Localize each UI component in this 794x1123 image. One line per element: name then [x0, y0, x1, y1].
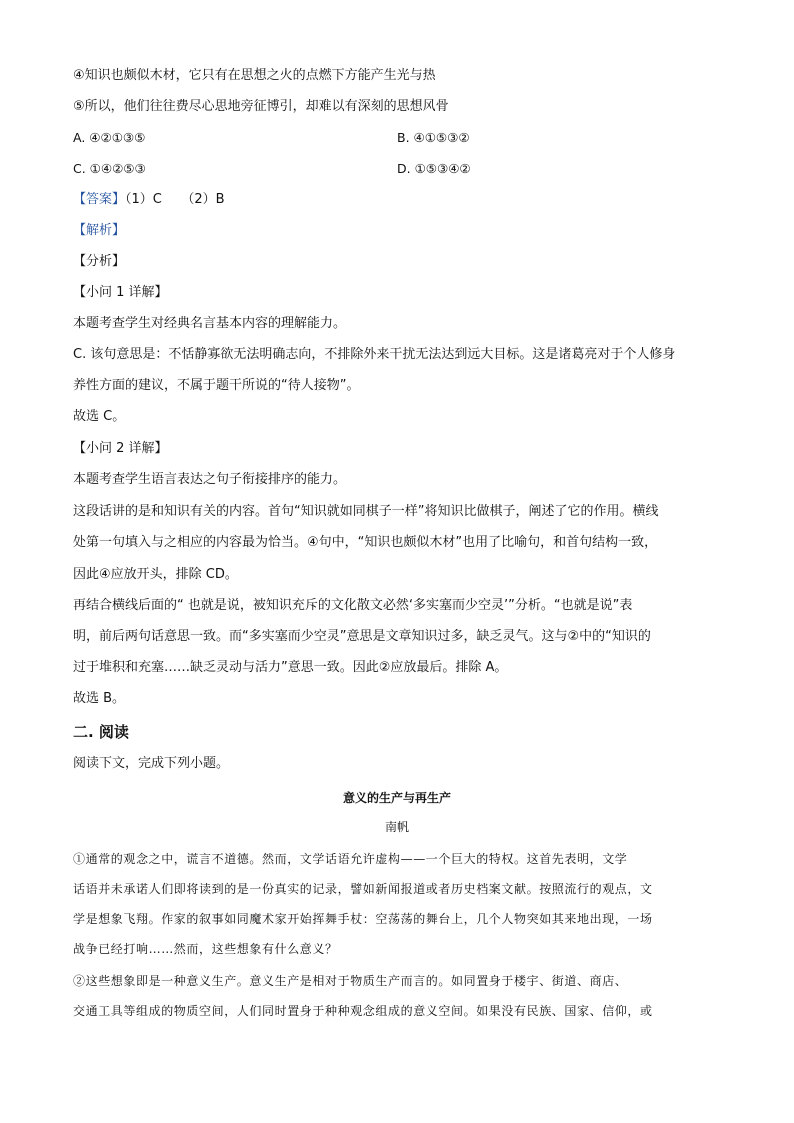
answer-text: （1）C （2）B: [125, 192, 225, 207]
article-line: ②这些想象即是一种意义生产。意义生产是相对于物质生产而言的。如同置身于楼宇、街道、商店、: [73, 974, 628, 988]
article-author: 南帆: [384, 820, 409, 834]
q2-line: 再结合横线后面的“ 也就是说，被知识充斥的文化散文必然‘多实塞而少空灵’”分析。“也就是说”表: [73, 598, 633, 613]
q1-line: C. 该句意思是：不恬静寡欲无法明确志向，不排除外来干扰无法达到远大目标。这是诸葛亮对于个人修身: [73, 347, 676, 362]
option-a: A. ④②①③⑤: [73, 130, 146, 145]
fenxi-tag: 【分析】: [73, 254, 126, 269]
article-line: 学是想象飞翔。作家的叙事如同魔术家开始挥舞手杖：空荡荡的舞台上，几个人物突如其来地出现，一场: [73, 912, 653, 926]
answer-line: [73, 191, 725, 209]
q1-conclusion: 故选 C。: [73, 409, 126, 424]
answer-tag: 【答案】: [73, 192, 126, 207]
q1-line: 本题考查学生对经典名言基本内容的理解能力。: [73, 316, 347, 331]
sentence-5: ⑤所以，他们往往费尽心思地旁征博引，却难以有深刻的思想风骨: [73, 99, 449, 114]
option-c: C. ①④②⑤③: [73, 161, 146, 176]
q1-title: 【小问 1 详解】: [73, 285, 168, 300]
article-line: ①通常的观念之中，谎言不道德。然而，文学话语允许虚构——一个巨大的特权。这首先表明，文学: [73, 852, 628, 866]
q2-line: 因此④应放开头，排除 CD。: [73, 567, 238, 582]
article-line: 战争已经打响……然而，这些想象有什么意义？: [73, 942, 338, 956]
analysis-tag: 【解析】: [73, 223, 126, 238]
q2-line: 明，前后两句话意思一致。而“多实塞而少空灵”意思是文章知识过多，缺乏灵气。这与②中的“知识的: [73, 629, 651, 644]
article-title: 意义的生产与再生产: [342, 791, 451, 805]
q2-conclusion: 故选 B。: [73, 691, 126, 706]
q2-line: 这段话讲的是和知识有关的内容。首句“知识就如同棋子一样”将知识比做棋子，阐述了它的作用。横线: [73, 504, 659, 519]
option-b: B. ④①⑤③②: [397, 130, 470, 145]
option-d: D. ①⑤③④②: [397, 161, 471, 176]
q2-title: 【小问 2 详解】: [73, 441, 168, 456]
article-line: 交通工具等组成的物质空间，人们同时置身于种种观念组成的意义空间。如果没有民族、国家、信仰，或: [73, 1004, 653, 1018]
q2-line: 处第一句填入与之相应的内容最为恰当。④句中，“知识也颇似木材”也用了比喻句，和首句结构一致，: [73, 535, 658, 550]
section-heading: 二. 阅读: [73, 723, 129, 741]
sentence-4: ④知识也颇似木材，它只有在思想之火的点燃下方能产生光与热: [73, 68, 436, 83]
section-instruction: 阅读下文，完成下列小题。: [73, 756, 230, 771]
q1-line: 养性方面的建议，不属于题干所说的“待人接物”。: [73, 378, 360, 393]
article-line: 话语并未承诺人们即将读到的是一份真实的记录，譬如新闻报道或者历史档案文献。按照流行的观点，文: [73, 882, 653, 896]
q2-line: 过于堆积和充塞……缺乏灵动与活力”意思一致。因此②应放最后。排除 A。: [73, 660, 508, 675]
q2-line: 本题考查学生语言表达之句子衔接排序的能力。: [73, 472, 347, 487]
